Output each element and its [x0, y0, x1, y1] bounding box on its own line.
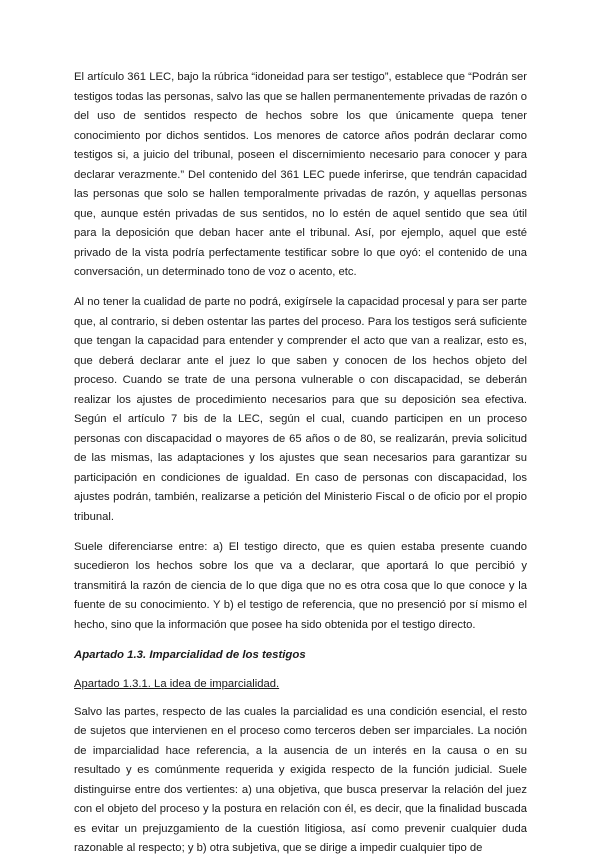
- paragraph-imparcialidad: Salvo las partes, respecto de las cuales la parcialidad es una condición esencial, el resto de sujetos que intervienen en el proceso como terceros deben ser imparciales. La noción de imparcialidad hace referencia, a la ausencia de un interés en la causa o en su resultado y es comúnmente requerida y exigida respecto de la función judicial. Suele distinguirse entre dos vertientes: a) una objetiva, que busca preservar la relación del juez con el objeto del proceso y la postura en relación con él, es decir, que la finalidad buscada es evitar un prejuzgamiento de la cuestión litigiosa, así como prevenir cualquier duda razonable al respecto; y b) otra subjetiva, que se dirige a impedir cualquier tipo de: [74, 705, 527, 855]
- subsection-heading: Apartado 1.3.1. La idea de imparcialidad.: [74, 678, 280, 691]
- section-heading: Apartado 1.3. Imparcialidad de los testigos: [74, 648, 306, 661]
- paragraph-capacidad: Al no tener la cualidad de parte no podrá, exigírsele la capacidad procesal y para ser parte que, al contrario, si deben ostentar las partes del proceso. Para los testigos será suficiente que tengan la capacidad para entender y comprender el acto que van a realizar, esto es, que deberá declarar ante el juez lo que saben y conocen de los hechos objeto del proceso. Cuando se trate de una persona vulnerable o con discapacidad, se deberán realizar los ajustes de procedimiento necesarios para que su deposición sea efectiva. Según el artículo 7 bis de la LEC, según el cual, cuando participen en un proceso personas con discapacidad o mayores de 65 años o de 80, se realizarán, previa solicitud de las mismas, las adaptaciones y los ajustes que sean necesarios para garantizar su participación en condiciones de igualdad. En caso de personas con discapacidad, los ajustes podrán, también, realizarse a petición del Ministerio Fiscal o de oficio por el propio tribunal.: [74, 296, 527, 523]
- paragraph-idoneidad: El artículo 361 LEC, bajo la rúbrica “idoneidad para ser testigo”, establece que “Podrán ser testigos todas las personas, salvo las que se hallen permanentemente privadas de razón o del uso de sentidos respecto de hechos sobre los que únicamente quepa tener conocimiento por dichos sentidos. Los menores de catorce años podrán declarar como testigos si, a juicio del tribunal, poseen el discernimiento necesario para conocer y para declarar verazmente.” Del contenido del 361 LEC puede inferirse, que tendrán capacidad las personas que solo se hallen temporalmente privadas de razón, y aquellas personas que, aunque estén privadas de sus sentidos, no lo estén de aquel sentido que sea útil para la deposición que deban hacer ante el tribunal. Así, por ejemplo, aquel que esté privado de la vista podría perfectamente testificar sobre lo que oyó: el contenido de una conversación, un determinado tono de voz o acento, etc.: [74, 71, 527, 278]
- paragraph-tipos-testigo: Suele diferenciarse entre: a) El testigo directo, que es quien estaba presente cuando sucedieron los hechos sobre los que va a declarar, que aportará lo que percibió y transmitirá la razón de ciencia de lo que diga que no es otra cosa que lo que conoce y la fuente de su conocimiento. Y b) el testigo de referencia, que no presenció por sí mismo el hecho, sino que la información que posee ha sido obtenida por el testigo directo.: [74, 540, 527, 631]
